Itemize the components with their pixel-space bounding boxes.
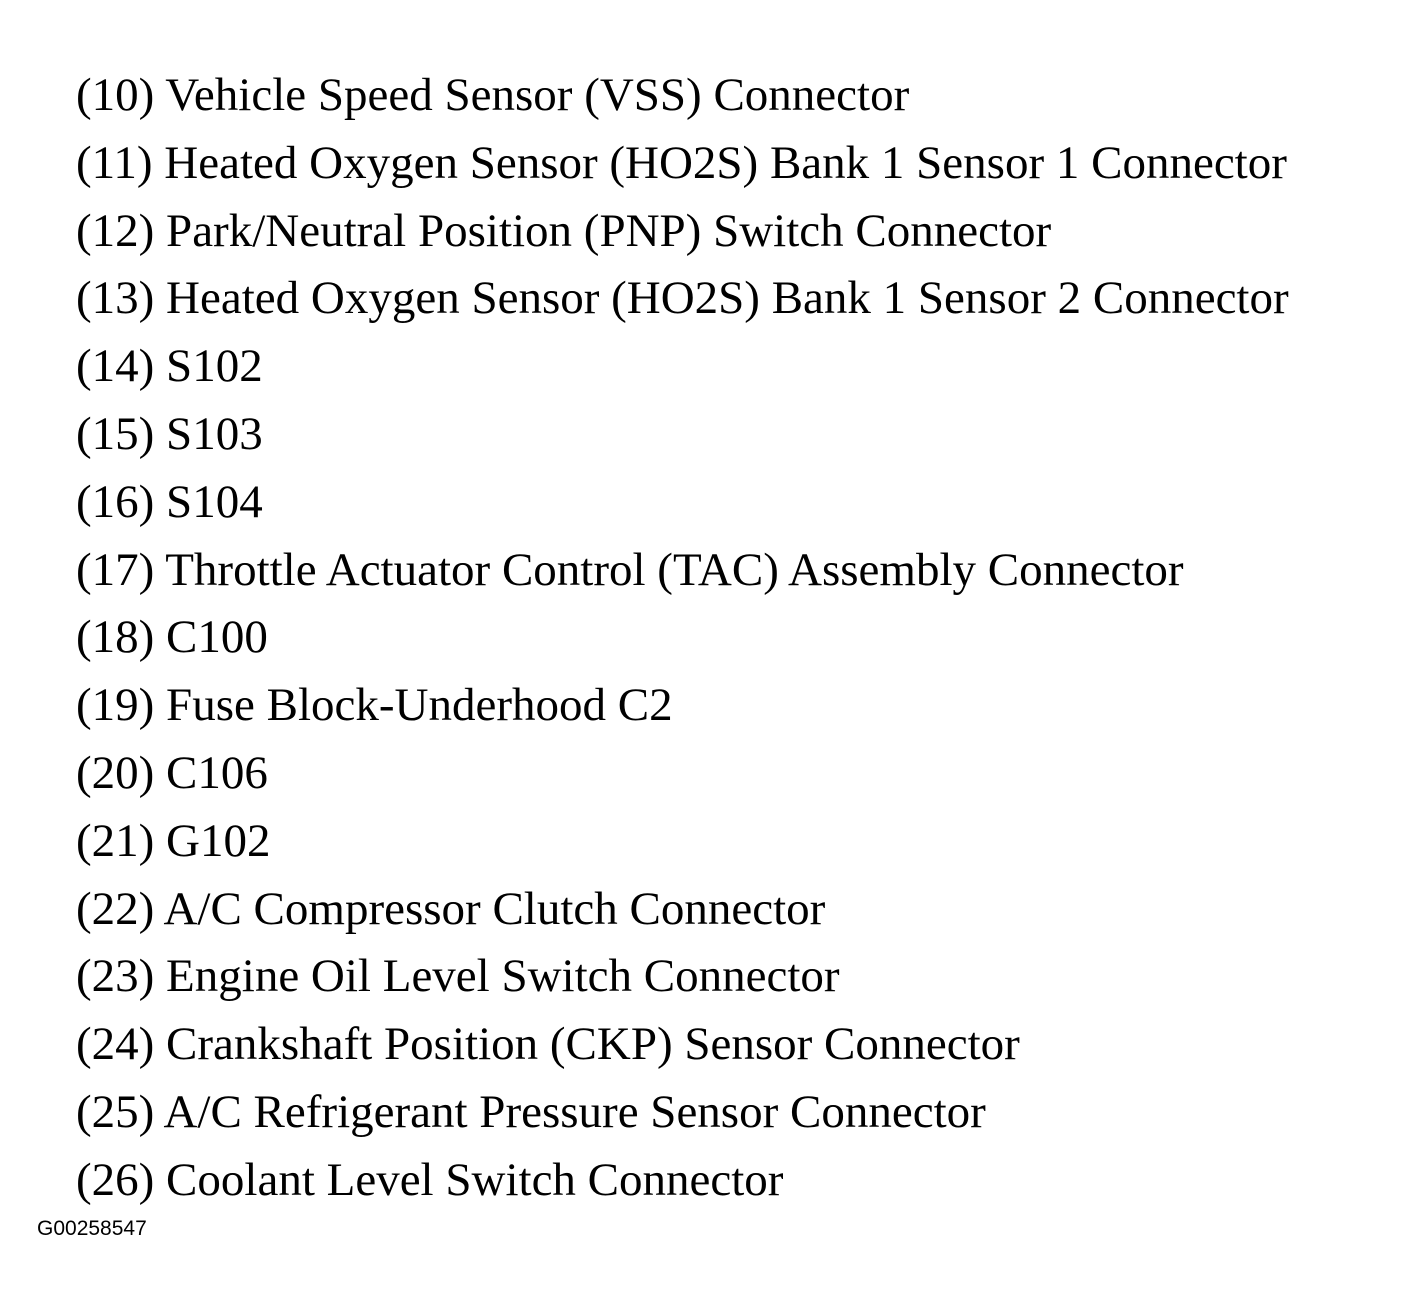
component-legend-list xyxy=(76,62,1289,1215)
legend-item-18: (18) C100 xyxy=(76,611,268,664)
legend-item-14: (14) S102 xyxy=(76,340,263,393)
legend-item-13: (13) Heated Oxygen Sensor (HO2S) Bank 1 Sensor 2 Connector xyxy=(76,272,1289,325)
legend-item-16: (16) S104 xyxy=(76,475,263,528)
legend-item-15: (15) S103 xyxy=(76,407,263,460)
legend-item-26: (26) Coolant Level Switch Connector xyxy=(76,1153,784,1206)
legend-item-21: (21) G102 xyxy=(76,814,271,867)
legend-item-23: (23) Engine Oil Level Switch Connector xyxy=(76,950,840,1003)
legend-item-17: (17) Throttle Actuator Control (TAC) Assembly Connector xyxy=(76,543,1184,596)
legend-item-22: (22) A/C Compressor Clutch Connector xyxy=(76,882,826,935)
legend-item-10: (10) Vehicle Speed Sensor (VSS) Connector xyxy=(76,69,910,121)
legend-item-24: (24) Crankshaft Position (CKP) Sensor Connector xyxy=(76,1018,1020,1071)
legend-item-25: (25) A/C Refrigerant Pressure Sensor Connector xyxy=(76,1085,986,1138)
legend-item-20: (20) C106 xyxy=(76,746,268,799)
legend-item-12: (12) Park/Neutral Position (PNP) Switch Connector xyxy=(76,204,1052,257)
figure-id-label: G00258547 xyxy=(37,1217,147,1240)
legend-item-11: (11) Heated Oxygen Sensor (HO2S) Bank 1 Sensor 1 Connector xyxy=(76,136,1287,189)
legend-item-19: (19) Fuse Block-Underhood C2 xyxy=(76,679,673,732)
